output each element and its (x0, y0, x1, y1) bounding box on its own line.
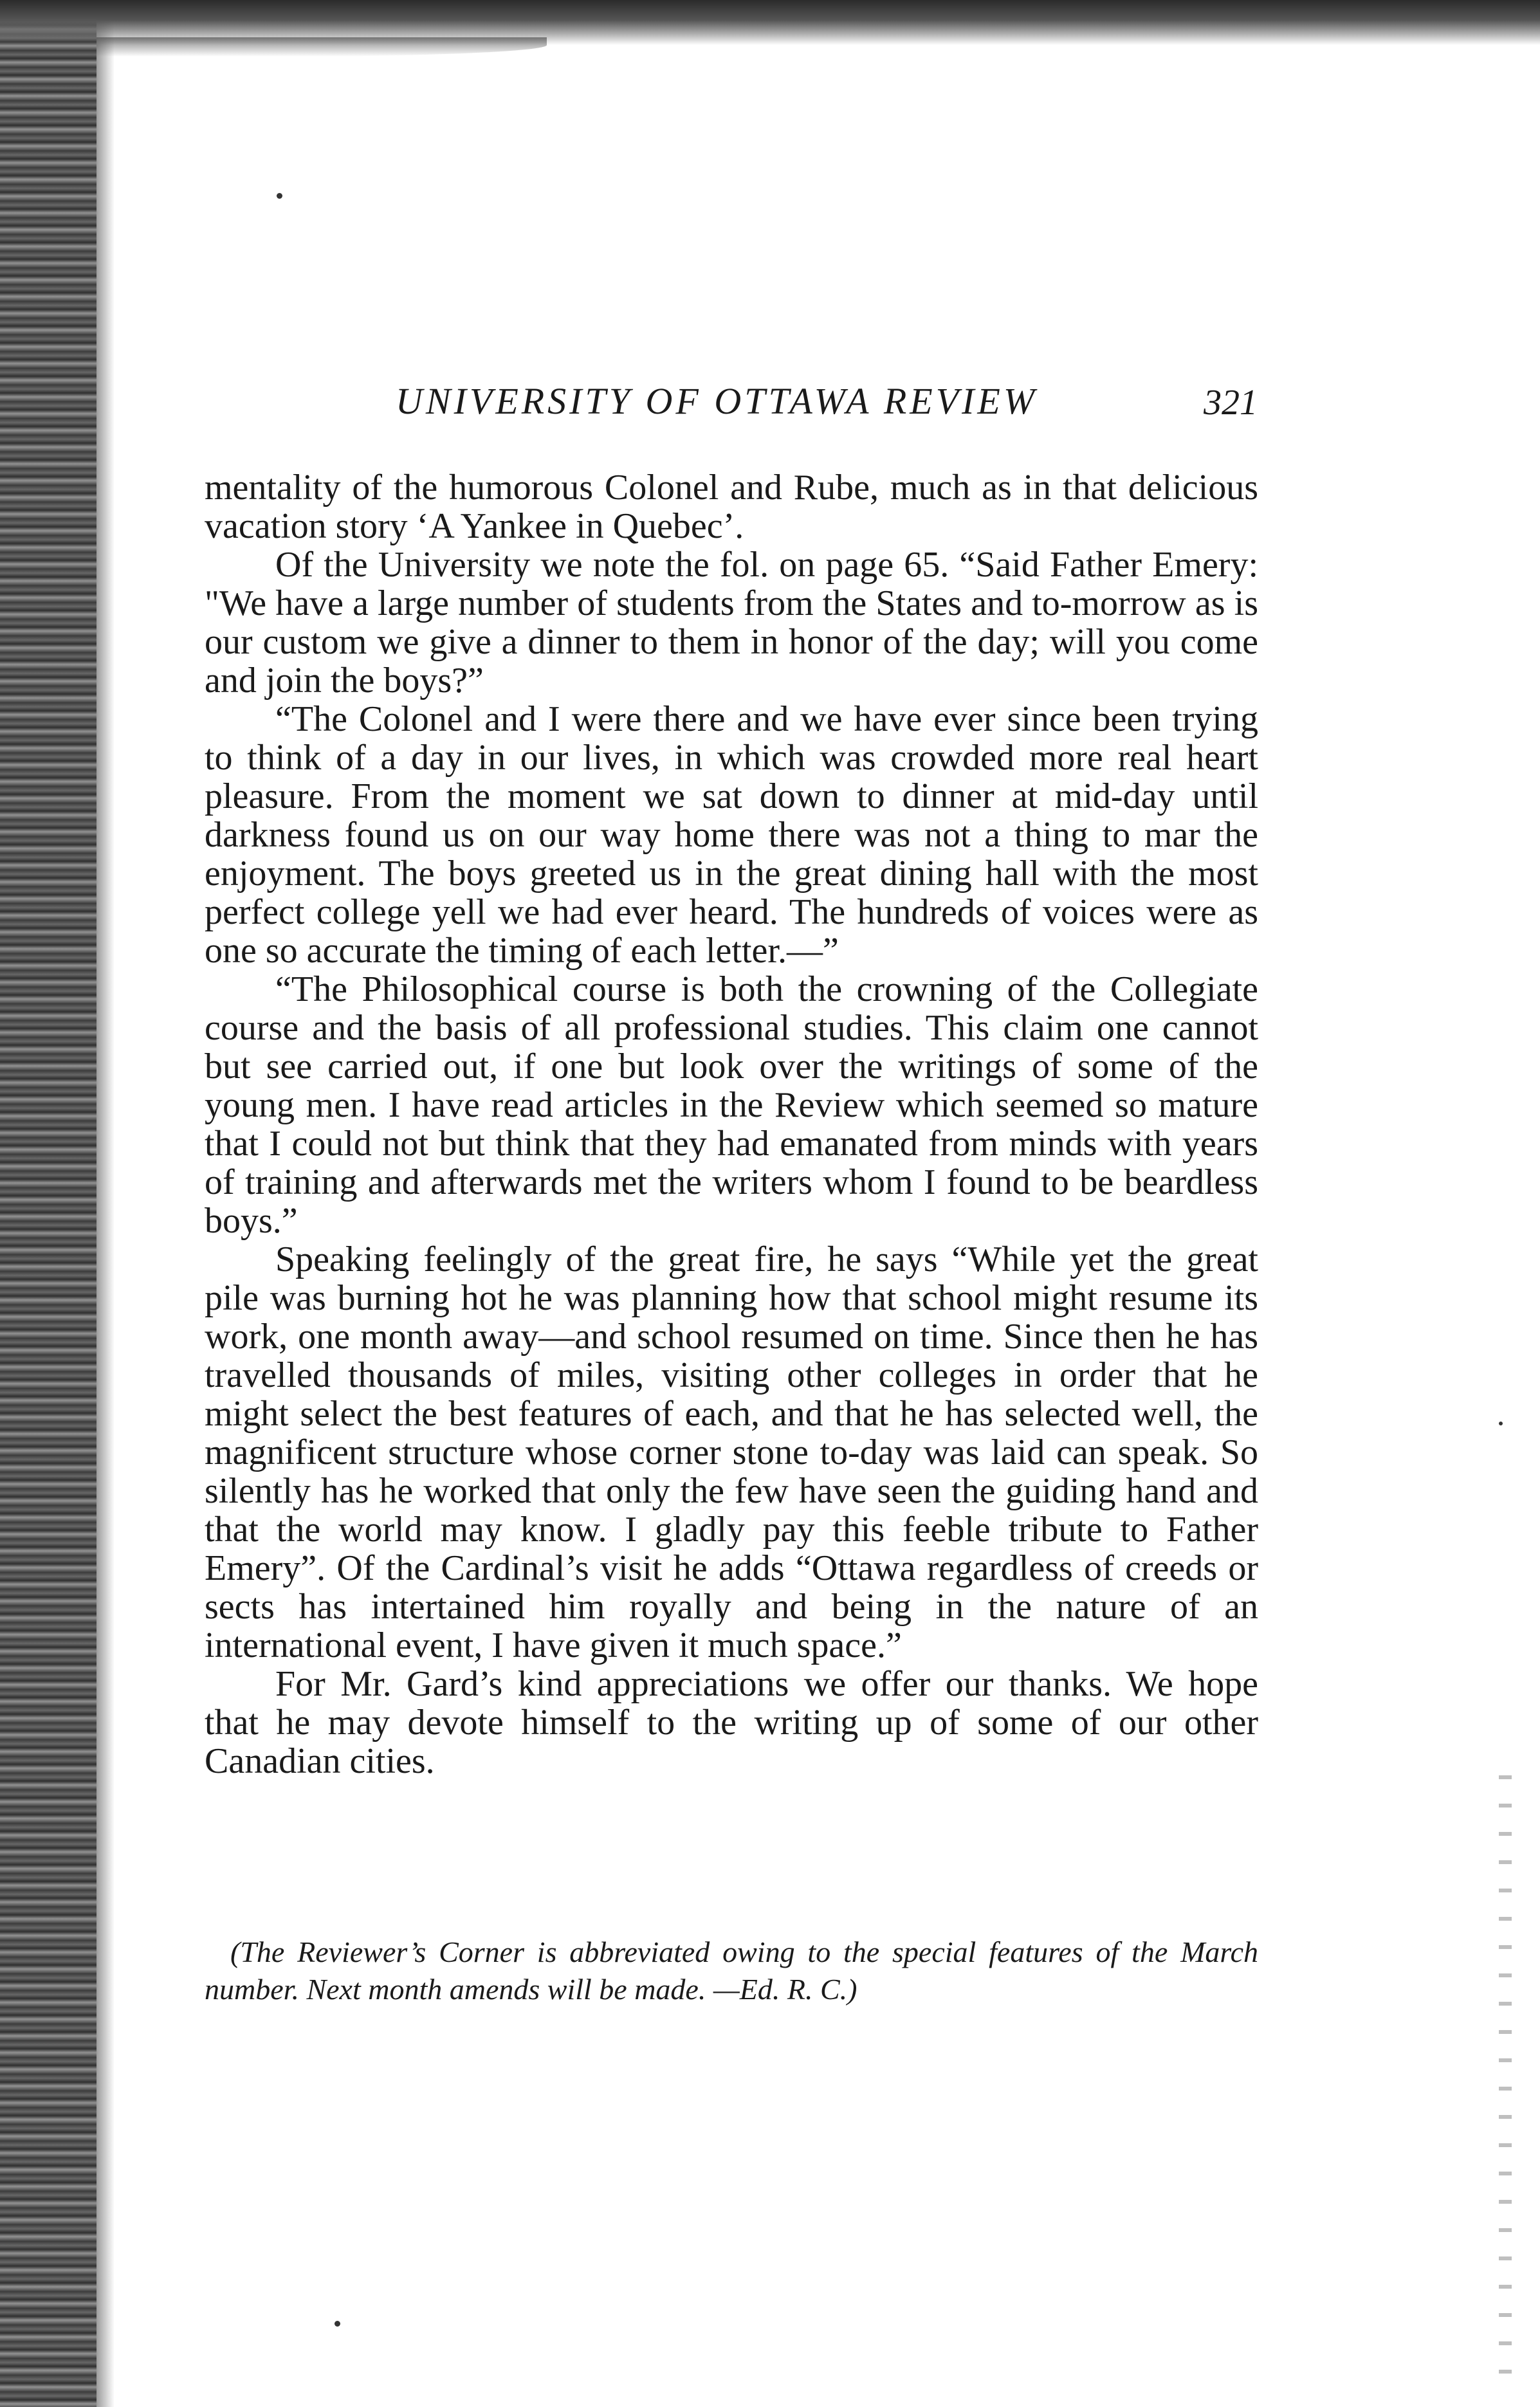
scanned-binding-edge (0, 0, 96, 2407)
editor-footnote: (The Reviewer’s Corner is abbreviated owing to the special features of the March number. Next month amends will be made. —Ed. R. C.) (205, 1936, 1258, 2006)
scan-speck (277, 193, 282, 199)
paragraph: Speaking feelingly of the great fire, he says “While yet the great pile was burning hot he was planning how that school might resume its work, one month away—and school resumed on time. Since then he has travelled thousands of miles, visiting other colleges in order that he might select the best features of each, and that he has selected well, the magnificent structure whose corner stone to-day was laid can speak. So silently has he worked that only the few have seen the guiding hand and that the world may know. I gladly pay this feeble tribute to Father Emery”. Of the Cardinal’s visit he adds “Ottawa regardless of creeds or sects has intertained him royally and being in the nature of an international event, I have given it much space.” (205, 1240, 1258, 1665)
paragraph: Of the University we note the fol. on page 65. “Said Father Emery: "We have a large number of students from the States and to-morrow as is our custom we give a dinner to them in honor of the day; will you come and join the boys?” (205, 545, 1258, 700)
page-header (396, 380, 1258, 437)
article-body (205, 468, 1258, 1780)
scanned-top-edge (0, 0, 1540, 45)
paragraph: “The Colonel and I were there and we have ever since been trying to think of a day in our lives, in which was crowded more real heart pleasure. From the moment we sat down to dinner at mid-day until darkness found us on our way home there was not a thing to mar the enjoyment. The boys greeted us in the great dining hall with the most perfect college yell we had ever heard. The hundreds of voices were as one so accurate the timing of each letter.—” (205, 699, 1258, 971)
scan-speck (1499, 1422, 1503, 1425)
paragraph: For Mr. Gard’s kind appreciations we offer our thanks. We hope that he may devote himself to the writing up of some of our other Canadian cities. (205, 1664, 1258, 1781)
scan-speck (335, 2321, 340, 2327)
paragraph: mentality of the humorous Colonel and Rube, much as in that delicious vacation story ‘A Yankee in Quebec’. (205, 468, 1258, 546)
running-head: UNIVERSITY OF OTTAWA REVIEW (396, 380, 1038, 422)
page-number: 321 (1204, 383, 1258, 423)
margin-marks (1499, 1775, 1512, 2393)
paragraph: “The Philosophical course is both the crowning of the Collegiate course and the basis of all professional studies. This claim one cannot but see carried out, if one but look over the writings of some of the young men. I have read articles in the Review which seemed so mature that I could not but think that they had emanated from minds with years of training and afterwards met the writers whom I found to be beardless boys.” (205, 969, 1258, 1241)
